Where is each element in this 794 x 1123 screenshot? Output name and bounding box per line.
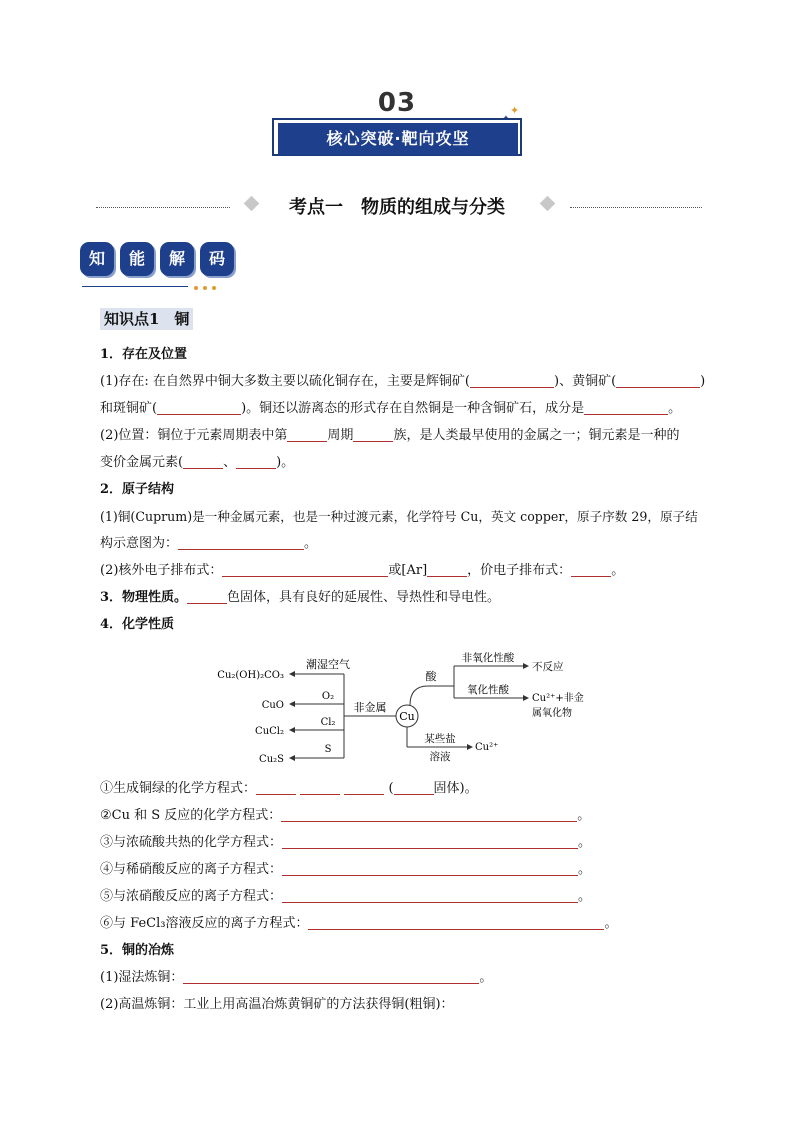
salt-product-label: Cu²⁺ <box>475 742 499 753</box>
blank[interactable] <box>427 562 467 577</box>
badge: 知 <box>80 242 114 276</box>
star-icon: ✦ <box>510 104 520 117</box>
paragraph: (1)存在: 在自然界中铜大多数主要以硫化铜存在，主要是辉铜矿( )、黄铜矿( ) <box>100 374 706 389</box>
badge: 能 <box>120 242 154 276</box>
heading: 2．原子结构 <box>100 482 175 497</box>
blank[interactable] <box>157 400 241 415</box>
badge: 解 <box>160 242 194 276</box>
reagent-label: Cl₂ <box>320 717 336 728</box>
star-icon: ✦ <box>503 114 509 122</box>
section-banner: 核心突破·靶向攻坚 <box>278 123 518 155</box>
paragraph: (1)铜(Cuprum)是一种金属元素，也是一种过渡元素，化学符号 Cu，英文 copper，原子序数 29，原子结 <box>100 509 698 524</box>
blank[interactable] <box>178 535 304 550</box>
blank[interactable] <box>256 780 296 795</box>
dot <box>203 286 207 290</box>
reagent-label: 潮湿空气 <box>306 658 350 671</box>
acid-line <box>410 686 454 705</box>
blank[interactable] <box>236 454 276 469</box>
product-label: Cu₂S <box>259 754 284 765</box>
paragraph: 变价金属元素( 、 )。 <box>100 455 295 470</box>
question: ⑤与浓硝酸反应的离子方程式： 。 <box>100 889 592 904</box>
paragraph: 3．物理性质。 色固体，具有良好的延展性、导热性和导电性。 <box>100 590 501 605</box>
paragraph: (2)核外电子排布式： 或[Ar] ，价电子排布式： 。 <box>100 563 625 578</box>
nonmetal-label: 非金属 <box>353 701 387 714</box>
ox-acid-label: 氧化性酸 <box>467 684 509 696</box>
reagent-label: S <box>324 744 332 755</box>
divider <box>570 207 702 208</box>
blank[interactable] <box>308 915 604 930</box>
copper-reaction-diagram <box>217 648 602 770</box>
blank[interactable] <box>282 861 578 876</box>
product-label: CuO <box>261 700 284 711</box>
question: ②Cu 和 S 反应的化学方程式： 。 <box>100 808 591 823</box>
cu-label: Cu <box>399 710 415 723</box>
question: ①生成铜绿的化学方程式： ( 固体)。 <box>100 781 478 796</box>
heading: 4．化学性质 <box>100 617 175 632</box>
blank[interactable] <box>287 427 327 442</box>
ox-product-label: 属氧化物 <box>532 708 572 719</box>
product-label: CuCl₂ <box>255 726 284 737</box>
question: ⑥与 FeCl₃溶液反应的离子方程式： 。 <box>100 916 618 931</box>
acid-label: 酸 <box>425 670 437 683</box>
knowledge-point-tag: 知识点1 铜 <box>100 308 193 330</box>
paragraph: (2)位置：铜位于元素周期表中第 周期 族，是人类最早使用的金属之一；铜元素是一种的 <box>100 428 680 443</box>
blank[interactable] <box>353 427 393 442</box>
blank[interactable] <box>183 454 223 469</box>
blank[interactable] <box>344 780 384 795</box>
blank[interactable] <box>394 780 434 795</box>
nonox-acid-label: 非氧化性酸 <box>461 652 515 664</box>
dot <box>194 286 198 290</box>
blank[interactable] <box>571 562 611 577</box>
blank[interactable] <box>282 888 578 903</box>
ox-product-label: Cu²⁺+非金 <box>532 693 584 704</box>
section-title: 考点一 物质的组成与分类 <box>289 197 505 218</box>
product-label: Cu₂(OH)₂CO₃ <box>217 670 284 681</box>
blank[interactable] <box>222 562 388 577</box>
dot <box>212 286 216 290</box>
heading: 1．存在及位置 <box>100 347 188 362</box>
blank[interactable] <box>282 834 578 849</box>
heading: 5．铜的冶炼 <box>100 943 175 958</box>
blank[interactable] <box>300 780 340 795</box>
badge-underline <box>82 286 188 287</box>
reagent-label: O₂ <box>321 691 335 702</box>
salt-label: 某些盐 <box>424 733 456 745</box>
badge: 码 <box>200 242 234 276</box>
paragraph: 构示意图为： 。 <box>100 536 318 551</box>
blank[interactable] <box>584 400 668 415</box>
paragraph: 和斑铜矿( )。铜还以游离态的形式存在自然铜是一种含铜矿石，成分是 。 <box>100 401 682 416</box>
no-reaction-label: 不反应 <box>532 661 564 673</box>
question: ③与浓硫酸共热的化学方程式： 。 <box>100 835 592 850</box>
section-number: 03 <box>377 88 417 118</box>
paragraph: (1)湿法炼铜： 。 <box>100 970 493 985</box>
paragraph: (2)高温炼铜：工业上用高温冶炼黄铜矿的方法获得铜(粗铜)： <box>100 997 454 1012</box>
blank[interactable] <box>281 807 577 822</box>
blank[interactable] <box>470 373 554 388</box>
blank[interactable] <box>187 589 227 604</box>
blank[interactable] <box>183 969 479 984</box>
salt-label: 溶液 <box>429 751 451 763</box>
blank[interactable] <box>616 373 700 388</box>
question: ④与稀硝酸反应的离子方程式： 。 <box>100 862 592 877</box>
